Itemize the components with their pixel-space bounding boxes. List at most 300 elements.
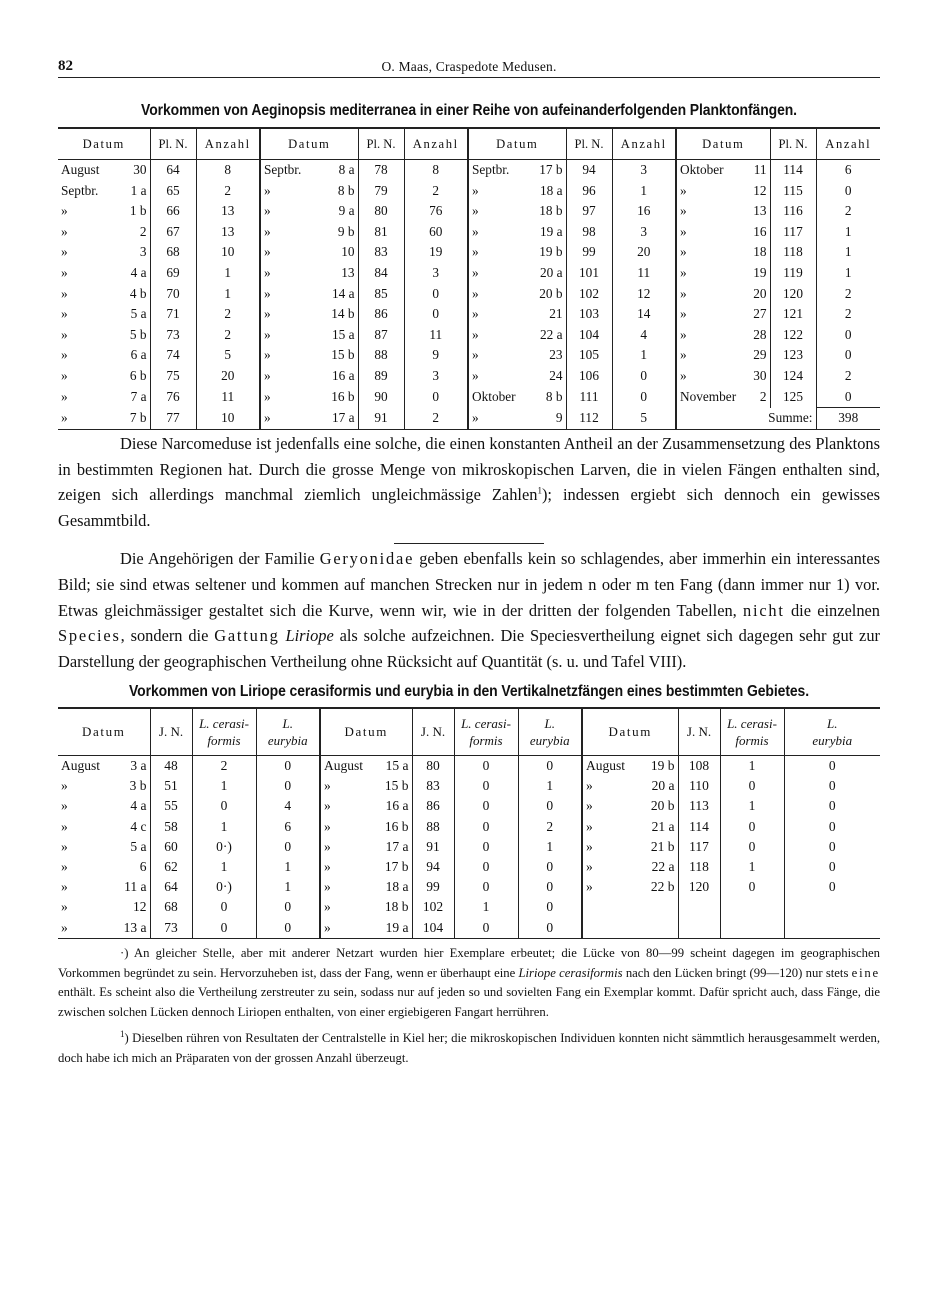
date-month: » (264, 306, 271, 322)
table-footnote (58, 944, 880, 1023)
date-month: » (61, 223, 68, 239)
date-day: 11 a (124, 879, 147, 895)
date-day: 20 a (651, 778, 675, 794)
date-day: 13 (753, 203, 767, 219)
plankton-number-cell: 118 (770, 242, 816, 263)
footnote-text: ·) An gleicher Stelle, aber mit anderer Netzart wurden hier Exemplare erbeutet; die Lücke von 80—99 scheint dagegen im geographischen Vorkommen begründet zu sein. Hervorzuheben ist, dass der Fang, wenn er überhaupt eine (58, 945, 880, 980)
header-line: L. (827, 715, 838, 731)
date-cell (468, 325, 566, 346)
eurybia-count-cell: 0 (518, 897, 582, 917)
eurybia-count-cell: 4 (256, 796, 320, 816)
date-cell (582, 817, 678, 837)
cerasiformis-count-cell: 1 (192, 776, 256, 796)
col-anzahl-header: Anzahl (196, 128, 260, 160)
table-row (58, 222, 880, 243)
date-cell (320, 918, 412, 939)
plankton-number-cell: 120 (770, 284, 816, 305)
eurybia-count-cell: 0 (784, 796, 880, 816)
date-day: 16 (753, 223, 767, 239)
date-cell (468, 345, 566, 366)
header-line: eurybia (267, 732, 308, 748)
date-day: 24 (549, 367, 563, 383)
eurybia-count-cell: 0 (256, 918, 320, 939)
date-day: 5 a (130, 306, 147, 322)
date-month: » (586, 778, 593, 794)
eurybia-count-cell: 0 (256, 897, 320, 917)
col-eurybia-header (518, 708, 582, 756)
date-day: 18 b (384, 899, 409, 915)
jn-cell: 91 (412, 837, 454, 857)
date-month: Oktober (680, 162, 724, 177)
col-datum-header: Datum (320, 708, 412, 756)
date-cell (58, 877, 150, 897)
date-cell (58, 160, 150, 181)
eurybia-count-cell: 0 (518, 755, 582, 776)
table-row (58, 755, 880, 776)
count-cell: 60 (404, 222, 468, 243)
date-cell (582, 877, 678, 897)
date-day: 14 a (331, 285, 355, 301)
plankton-number-cell: 78 (358, 160, 404, 181)
date-cell (676, 242, 770, 263)
plankton-number-cell: 64 (150, 160, 196, 181)
jn-cell: 113 (678, 796, 720, 816)
eurybia-count-cell: 0 (518, 796, 582, 816)
count-cell: 1 (612, 181, 676, 202)
date-day: 8 a (338, 162, 355, 177)
date-cell (468, 222, 566, 243)
count-cell: 5 (196, 345, 260, 366)
date-cell (320, 877, 412, 897)
col-eurybia-header (256, 708, 320, 756)
date-month: » (586, 838, 593, 854)
date-month: » (472, 367, 479, 383)
date-day: 13 a (123, 919, 147, 935)
count-cell: 11 (612, 263, 676, 284)
date-cell (676, 387, 770, 408)
footnote-marker: 1 (120, 1028, 125, 1039)
count-cell: 0 (816, 387, 880, 408)
plankton-number-cell: 99 (566, 242, 612, 263)
plankton-number-cell: 101 (566, 263, 612, 284)
count-cell: 10 (196, 242, 260, 263)
table1-title: Vorkommen von Aeginopsis mediterranea in einer Reihe von aufeinanderfolgenden Planktonfängen. (141, 102, 797, 119)
col-eurybia-header (784, 708, 880, 756)
date-cell (58, 242, 150, 263)
sum-label: Summe: (676, 408, 816, 430)
date-day: 20 a (539, 264, 563, 280)
plankton-number-cell: 123 (770, 345, 816, 366)
date-day: 22 a (651, 858, 675, 874)
date-cell (260, 387, 358, 408)
sum-value: 398 (816, 408, 880, 430)
count-cell: 5 (612, 408, 676, 430)
count-cell: 0 (816, 181, 880, 202)
species-name: Liriope cerasiformis (518, 965, 623, 980)
paragraph-2-text: geben ebenfalls kein so schlagendes, aber immerhin ein interessantes Bild; sie sind etwas seltener und kommen auf manchen Strecken nur in jedem n oder m ten Fang (dann immer nur 1) vor. Etwas gleichmässiger gestaltet sich die Kurve, wenn wir, wie in der dritten der folgenden Tabellen, (58, 548, 880, 620)
cerasiformis-count-cell: 0 (454, 837, 518, 857)
date-month: » (586, 858, 593, 874)
date-cell (260, 263, 358, 284)
date-day: 4 c (130, 818, 147, 834)
cerasiformis-count-cell: 1 (192, 817, 256, 837)
date-cell (676, 345, 770, 366)
date-cell (260, 325, 358, 346)
table-row (58, 408, 880, 430)
date-day: 20 b (650, 798, 675, 814)
date-month: » (472, 203, 479, 219)
date-month: » (586, 818, 593, 834)
date-cell (260, 201, 358, 222)
plankton-number-cell: 115 (770, 181, 816, 202)
date-month: » (680, 182, 687, 198)
date-month: August (324, 757, 364, 773)
header-line: formis (469, 732, 503, 748)
jn-cell: 62 (150, 857, 192, 877)
date-month: » (324, 778, 331, 794)
cerasiformis-count-cell: 0 (454, 755, 518, 776)
eurybia-count-cell: 2 (518, 817, 582, 837)
header-line: L. (282, 715, 293, 731)
date-day: 6 b (129, 367, 147, 383)
count-cell: 3 (612, 160, 676, 181)
jn-cell: 68 (150, 897, 192, 917)
page (58, 58, 880, 1069)
date-month: » (324, 798, 331, 814)
count-cell: 0 (404, 304, 468, 325)
date-day: 3 b (129, 778, 147, 794)
jn-cell: 60 (150, 837, 192, 857)
cerasiformis-count-cell: 0 (192, 796, 256, 816)
date-cell (676, 160, 770, 181)
eurybia-count-cell: 0 (784, 755, 880, 776)
date-cell (676, 181, 770, 202)
date-cell (58, 325, 150, 346)
paragraph-1-text: Diese Narcomeduse ist jedenfalls eine solche, die einen konstanten Antheil an der Zusammensetzung des Planktons in bestimmten Regionen hat. Durch die grosse Menge von mikroskopischen Larven, die in vielen Fängen enthalten sind, zeigen sich allerdings manchmal ziemlich ungleichmässige Zahlen (58, 433, 880, 505)
date-month: » (680, 285, 687, 301)
col-datum-header: Datum (676, 128, 770, 160)
date-day: 20 (753, 285, 767, 301)
date-day: 29 (753, 347, 767, 363)
date-month: » (324, 858, 331, 874)
date-day: 12 (753, 182, 767, 198)
date-month: » (61, 347, 68, 363)
date-month: » (61, 798, 68, 814)
body-text (58, 431, 880, 675)
running-head: O. Maas, Craspedote Medusen. (381, 59, 557, 74)
date-day: 18 a (385, 879, 409, 895)
date-cell (260, 366, 358, 387)
page-number: 82 (58, 58, 73, 74)
jn-cell: 117 (678, 837, 720, 857)
emphasis-eine: eine (851, 965, 880, 980)
date-month: » (61, 285, 68, 301)
count-cell: 13 (196, 201, 260, 222)
empty-cell (678, 918, 720, 939)
empty-cell (720, 918, 784, 939)
header-line: eurybia (529, 732, 570, 748)
jn-cell: 118 (678, 857, 720, 877)
date-month: » (61, 203, 68, 219)
date-day: 16 a (385, 798, 409, 814)
date-cell (58, 857, 150, 877)
table-row (58, 857, 880, 877)
date-cell (468, 160, 566, 181)
count-cell: 19 (404, 242, 468, 263)
count-cell: 1 (196, 263, 260, 284)
table-row (58, 284, 880, 305)
date-cell (468, 408, 566, 430)
header-rule (58, 77, 880, 78)
plankton-number-cell: 111 (566, 387, 612, 408)
jn-cell: 86 (412, 796, 454, 816)
count-cell: 76 (404, 201, 468, 222)
date-cell (468, 366, 566, 387)
date-day: 12 (133, 899, 147, 915)
plankton-number-cell: 66 (150, 201, 196, 222)
page-footnote (58, 1029, 880, 1069)
count-cell: 13 (196, 222, 260, 243)
date-day: 9 b (337, 223, 355, 239)
empty-cell (720, 897, 784, 917)
date-day: 6 a (130, 347, 147, 363)
date-day: 18 b (539, 203, 563, 219)
plankton-number-cell: 71 (150, 304, 196, 325)
date-day: 15 a (331, 326, 355, 342)
date-day: 17 a (331, 409, 355, 425)
date-day: 7 b (129, 409, 147, 425)
plankton-number-cell: 87 (358, 325, 404, 346)
col-jn-header: J. N. (150, 708, 192, 756)
count-cell: 8 (196, 160, 260, 181)
plankton-number-cell: 105 (566, 345, 612, 366)
date-cell (260, 345, 358, 366)
footnote-text: ) Dieselben rühren von Resultaten der Centralstelle in Kiel her; die mikroskopischen Individuen konnten nicht sämmtlich herausgesammelt werden, doch habe ich mich an Präparaten von der grossen Anzahl überzeugt. (58, 1030, 880, 1065)
date-month: » (264, 182, 271, 198)
date-cell (468, 284, 566, 305)
eurybia-count-cell: 1 (518, 776, 582, 796)
date-day: 9 a (338, 203, 355, 219)
count-cell: 20 (612, 242, 676, 263)
date-month: August (586, 757, 626, 773)
date-cell (676, 366, 770, 387)
eurybia-count-cell: 0 (256, 837, 320, 857)
col-jn-header: J. N. (412, 708, 454, 756)
cerasiformis-count-cell: 0 (454, 918, 518, 939)
table-row (58, 837, 880, 857)
date-cell (676, 284, 770, 305)
plankton-number-cell: 119 (770, 263, 816, 284)
count-cell: 1 (816, 263, 880, 284)
col-jn-header: J. N. (678, 708, 720, 756)
date-cell (58, 181, 150, 202)
date-month: » (61, 388, 68, 404)
date-day: 4 a (130, 798, 147, 814)
date-cell (582, 857, 678, 877)
plankton-number-cell: 117 (770, 222, 816, 243)
date-cell (468, 304, 566, 325)
date-day: 3 a (130, 757, 147, 773)
plankton-number-cell: 69 (150, 263, 196, 284)
date-month: » (324, 879, 331, 895)
date-cell (58, 345, 150, 366)
plankton-number-cell: 97 (566, 201, 612, 222)
count-cell: 2 (196, 181, 260, 202)
cerasiformis-count-cell: 1 (454, 897, 518, 917)
cerasiformis-count-cell: 0 (720, 877, 784, 897)
date-day: 4 a (130, 264, 147, 280)
cerasiformis-count-cell: 0·) (192, 877, 256, 897)
table-row (58, 201, 880, 222)
col-pln-header: Pl. N. (358, 128, 404, 160)
table-row (58, 877, 880, 897)
date-day: 13 (341, 264, 355, 280)
cerasiformis-count-cell: 0 (720, 776, 784, 796)
date-cell (58, 897, 150, 917)
plankton-number-cell: 103 (566, 304, 612, 325)
date-day: 4 b (129, 285, 147, 301)
header-line: L. cerasi- (461, 715, 511, 731)
count-cell: 2 (816, 366, 880, 387)
plankton-number-cell: 91 (358, 408, 404, 430)
date-month: » (61, 899, 68, 915)
date-month: » (324, 899, 331, 915)
date-month: » (61, 919, 68, 935)
plankton-number-cell: 96 (566, 181, 612, 202)
date-month: » (61, 409, 68, 425)
table-row (58, 325, 880, 346)
date-cell (58, 263, 150, 284)
col-pln-header: Pl. N. (150, 128, 196, 160)
date-month: » (472, 223, 479, 239)
date-month: » (61, 326, 68, 342)
header-line: L. cerasi- (727, 715, 777, 731)
col-datum-header: Datum (58, 708, 150, 756)
plankton-number-cell: 106 (566, 366, 612, 387)
date-month: » (472, 244, 479, 260)
cerasiformis-count-cell: 0 (192, 918, 256, 939)
plankton-number-cell: 77 (150, 408, 196, 430)
date-cell (58, 918, 150, 939)
table2-title: Vorkommen von Liriope cerasiformis und eurybia in den Vertikalnetzfängen eines bestimmten Gebietes. (128, 682, 810, 700)
cerasiformis-count-cell: 0·) (192, 837, 256, 857)
emphasis-nicht: nicht (742, 600, 785, 620)
section-divider (394, 543, 544, 544)
date-cell (58, 837, 150, 857)
col-pln-header: Pl. N. (770, 128, 816, 160)
date-cell (58, 817, 150, 837)
header-line: eurybia (812, 732, 853, 748)
plankton-number-cell: 102 (566, 284, 612, 305)
count-cell: 11 (196, 387, 260, 408)
date-month: » (61, 858, 68, 874)
paragraph-2-text: Die Angehörigen der Familie (120, 548, 320, 568)
col-cerasiformis-header (720, 708, 784, 756)
date-day: 16 b (384, 818, 409, 834)
date-cell (582, 796, 678, 816)
jn-cell: 88 (412, 817, 454, 837)
date-day: 8 b (337, 182, 355, 198)
date-day: 5 b (129, 326, 147, 342)
date-cell (676, 304, 770, 325)
jn-cell: 48 (150, 755, 192, 776)
count-cell: 6 (816, 160, 880, 181)
empty-cell (582, 918, 678, 939)
date-month: » (680, 326, 687, 342)
col-datum-header: Datum (582, 708, 678, 756)
table1-header-row (58, 128, 880, 160)
date-day: 11 (753, 162, 767, 177)
count-cell: 2 (404, 181, 468, 202)
cerasiformis-count-cell: 1 (720, 857, 784, 877)
count-cell: 2 (816, 284, 880, 305)
count-cell: 10 (196, 408, 260, 430)
cerasiformis-count-cell: 1 (192, 857, 256, 877)
date-month: » (61, 264, 68, 280)
plankton-number-cell: 83 (358, 242, 404, 263)
count-cell: 14 (612, 304, 676, 325)
date-month: Septbr. (472, 162, 510, 177)
col-anzahl-header: Anzahl (612, 128, 676, 160)
jn-cell: 99 (412, 877, 454, 897)
jn-cell: 108 (678, 755, 720, 776)
date-day: 15 a (385, 757, 409, 773)
date-day: 28 (753, 326, 767, 342)
date-cell (582, 755, 678, 776)
eurybia-count-cell: 0 (518, 857, 582, 877)
eurybia-count-cell: 0 (784, 817, 880, 837)
count-cell: 16 (612, 201, 676, 222)
count-cell: 20 (196, 366, 260, 387)
family-name: Geryonidae (319, 548, 415, 568)
date-month: » (264, 347, 271, 363)
cerasiformis-count-cell: 1 (720, 755, 784, 776)
paragraph-2-text: , sondern die (120, 626, 215, 646)
plankton-number-cell: 104 (566, 325, 612, 346)
date-month: » (472, 264, 479, 280)
col-anzahl-header: Anzahl (404, 128, 468, 160)
table2-header-row (58, 708, 880, 756)
paragraph-2-text: als solche aufzeichnen. Die Speciesvertheilung eignet sich dagegen sehr gut zur Darstellung der geographischen Vertheilung ohne Rücksicht auf Quantität (s. u. und Tafel VIII). (58, 626, 880, 672)
date-cell (260, 304, 358, 325)
date-cell (58, 796, 150, 816)
count-cell: 11 (404, 325, 468, 346)
plankton-number-cell: 98 (566, 222, 612, 243)
count-cell: 2 (404, 408, 468, 430)
plankton-number-cell: 86 (358, 304, 404, 325)
date-month: » (61, 818, 68, 834)
date-month: » (680, 264, 687, 280)
plankton-number-cell: 68 (150, 242, 196, 263)
date-cell (676, 222, 770, 243)
emphasis-gattung: Gattung (214, 626, 280, 646)
paragraph-1-end: ); indessen ergiebt sich dennoch ein gewisses Gesammtbild. (58, 485, 881, 531)
table-row (58, 263, 880, 284)
date-day: 7 a (130, 388, 147, 404)
empty-cell (582, 897, 678, 917)
jn-cell: 80 (412, 755, 454, 776)
plankton-number-cell: 80 (358, 201, 404, 222)
date-day: 17 b (539, 162, 563, 177)
emphasis-species: Species (58, 626, 121, 646)
date-month: » (680, 367, 687, 383)
date-month: » (324, 818, 331, 834)
plankton-number-cell: 112 (566, 408, 612, 430)
date-cell (320, 817, 412, 837)
date-month: » (472, 285, 479, 301)
empty-cell (678, 897, 720, 917)
date-cell (676, 201, 770, 222)
